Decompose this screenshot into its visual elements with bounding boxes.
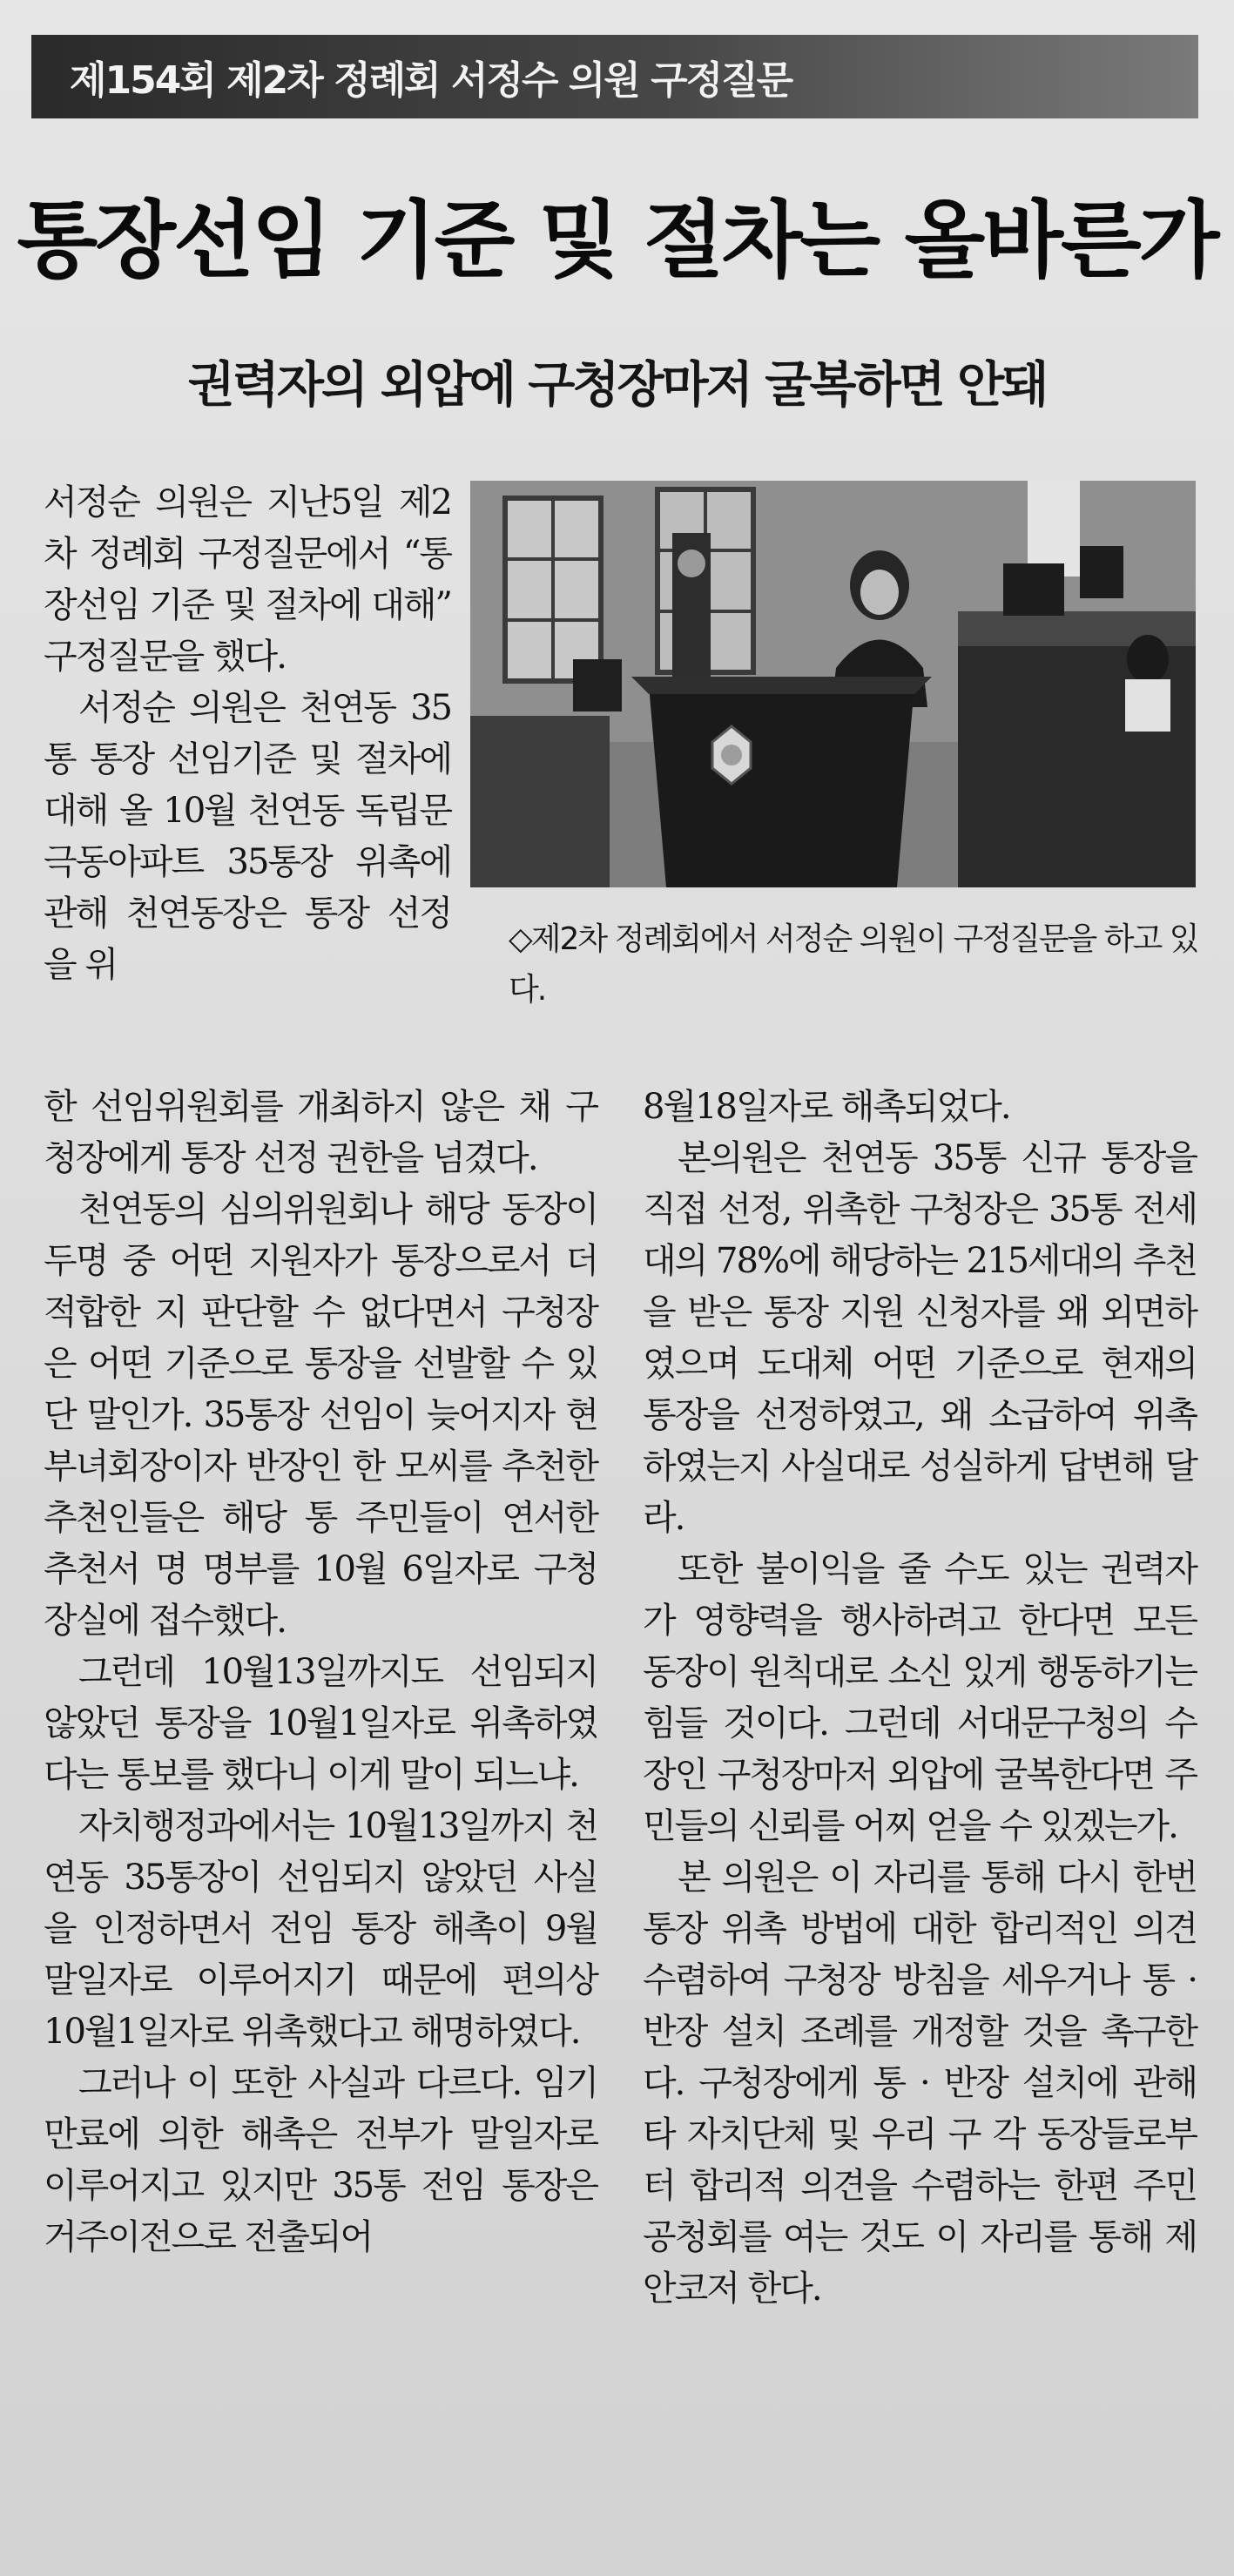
subheadline: 권력자의 외압에 구청장마저 굴복하면 안돼 <box>187 357 1047 414</box>
section-banner <box>31 35 1198 118</box>
paragraph: 8월18일자로 해촉되었다. <box>643 1087 1010 1127</box>
column-left-top <box>44 477 451 991</box>
banner-text: 제154회 제2차 정례회 서정수 의원 구정질문 <box>70 58 792 103</box>
paragraph: 그런데 10월13일까지도 선임되지 않았던 통장을 10월1일자로 위촉하였다는 통보를 했다니 이게 말이 되느냐. <box>44 1652 597 1795</box>
paragraph: 자치행정과에서는 10월13일까지 천연동 35통장이 선임되지 않았던 사실을 인정하면서 전임 통장 해촉이 9월 말일자로 이루어지기 때문에 편의상 10월1일자로 위촉했다고 해명하였다. <box>44 1806 597 2052</box>
column-right <box>643 1082 1197 2315</box>
paragraph: 또한 불이익을 줄 수도 있는 권력자가 영향력을 행사하려고 한다면 모든 동장이 원칙대로 소신 있게 행동하기는 힘들 것이다. 그런데 서대문구청의 수장인 구청장마저 외압에 굴복한다면 주민들의 신뢰를 어찌 얻을 수 있겠는가. <box>643 1549 1197 1846</box>
paragraph: 본의원은 천연동 35통 신규 통장을 직접 선정, 위촉한 구청장은 35통 전세대의 78%에 해당하는 215세대의 추천을 받은 통장 지원 신청자를 왜 외면하였으며 도대체 어떤 기준으로 현재의 통장을 선정하였고, 왜 소급하여 위촉하였는지 사실대로 성실하게 답변해 달라. <box>643 1138 1197 1538</box>
paragraph: 본 의원은 이 자리를 통해 다시 한번 통장 위촉 방법에 대한 합리적인 의견 수렴하여 구청장 방침을 세우거나 통 · 반장 설치 조례를 개정할 것을 촉구한다. 구청장에게 통 · 반장 설치에 관해 타 자치단체 및 우리 구 각 동장들로부터 합리적 의견을 수렴하는 한편 주민 공청회를 여는 것도 이 자리를 통해 제안코저 한다. <box>643 1858 1197 2309</box>
photo-caption: ◇제2차 정례회에서 서정순 의원이 구정질문을 하고 있다. <box>509 921 1198 1008</box>
paragraph: 서정순 의원은 지난5일 제2차 정례회 구정질문에서 “통장선임 기준 및 절차에 대해” 구정질문을 했다. <box>44 482 451 677</box>
headline: 통장선임 기준 및 절차는 올바른가 <box>17 191 1217 289</box>
council-session-photo <box>470 481 1196 887</box>
column-left-bottom <box>44 1082 597 2263</box>
paragraph: 한 선임위원회를 개최하지 않은 채 구청장에게 통장 선정 권한을 넘겼다. <box>44 1087 597 1178</box>
paragraph: 서정순 의원은 천연동 35통 통장 선임기준 및 절차에 대해 올 10월 천연동 독립문 극동아파트 35통장 위촉에 관해 천연동장은 통장 선정을 위 <box>44 688 451 985</box>
paragraph: 그러나 이 또한 사실과 다르다. 임기만료에 의한 해촉은 전부가 말일자로 이루어지고 있지만 35통 전임 통장은 거주이전으로 전출되어 <box>44 2063 597 2257</box>
photo-illustration <box>470 481 1196 887</box>
paragraph: 천연동의 심의위원회나 해당 동장이 두명 중 어떤 지원자가 통장으로서 더 적합한 지 판단할 수 없다면서 구청장은 어떤 기준으로 통장을 선발할 수 있단 말인가. 35통장 선임이 늦어지자 현 부녀회장이자 반장인 한 모씨를 추천한 추천인들은 해당 통 주민들이 연서한 추천서 명 명부를 10월 6일자로 구청장실에 접수했다. <box>44 1190 597 1641</box>
